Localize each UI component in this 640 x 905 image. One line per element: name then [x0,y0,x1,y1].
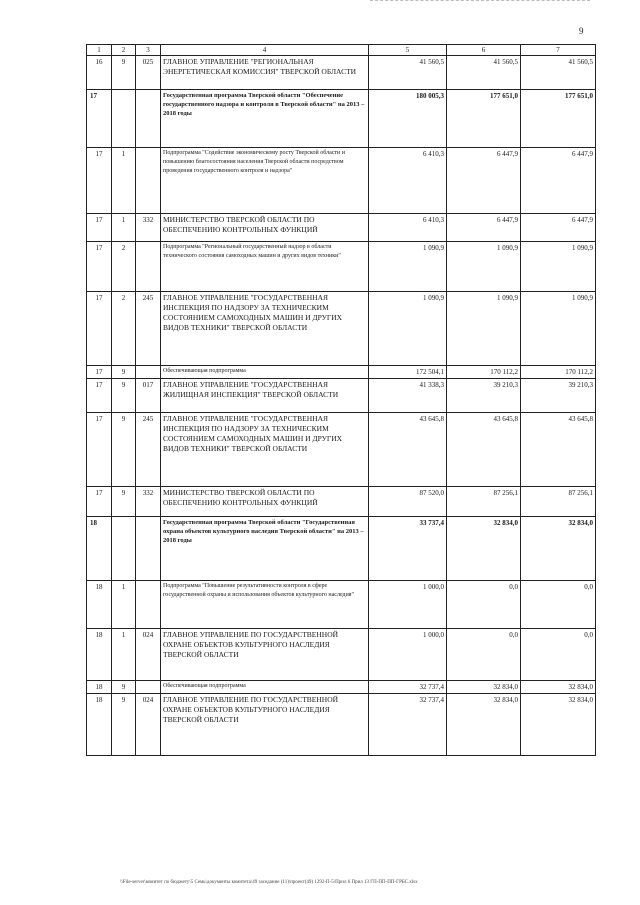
value-col-5-cell: 1 090,9 [369,292,447,366]
program-code-cell: 17 [87,292,112,366]
value-col-5-cell: 1 000,0 [369,629,447,681]
value-col-5-cell: 1 090,9 [369,242,447,292]
value-col-5-cell: 32 737,4 [369,694,447,756]
subprogram-row [87,242,596,292]
header-col-5: 5 [369,45,447,56]
value-col-7-cell: 0,0 [521,629,596,681]
value-col-7-cell: 32 834,0 [521,681,596,694]
subprogram-code-cell: 9 [112,379,136,413]
agency-code-cell [136,517,161,581]
subprogram-code-cell: 9 [112,681,136,694]
agency-code-cell: 025 [136,56,161,90]
agency-row [87,214,596,242]
header-col-2: 2 [112,45,136,56]
agency-code-cell: 245 [136,292,161,366]
value-col-6-cell: 32 834,0 [447,681,521,694]
value-col-7-cell: 1 090,9 [521,242,596,292]
program-row [87,517,596,581]
agency-code-cell: 024 [136,629,161,681]
value-col-6-cell: 1 090,9 [447,292,521,366]
file-path-footer: \\File-server\комитет по бюджету\5 Семь\документы комитета\49 заседание (11)\проект(49) 1292-П-5\Прил 6 Прил 13 ГП-ПП-ПП-ГРБС.xlsx [120,880,418,885]
description-cell: Подпрограмма "Повышение результативности контроля в сфере государственной охраны и использования объектов культурного наследия" [161,581,369,629]
program-code-cell: 17 [87,90,112,148]
agency-code-cell [136,681,161,694]
subprogram-code-cell: 9 [112,366,136,379]
subprogram-row [87,366,596,379]
agency-code-cell [136,581,161,629]
program-code-cell: 18 [87,517,112,581]
description-cell: ГЛАВНОЕ УПРАВЛЕНИЕ "ГОСУДАРСТВЕННАЯ ЖИЛИЩНАЯ ИНСПЕКЦИЯ" ТВЕРСКОЙ ОБЛАСТИ [161,379,369,413]
agency-code-cell [136,242,161,292]
subprogram-code-cell: 9 [112,694,136,756]
value-col-7-cell: 87 256,1 [521,487,596,517]
agency-code-cell: 245 [136,413,161,487]
value-col-6-cell: 0,0 [447,581,521,629]
program-code-cell: 18 [87,629,112,681]
subprogram-code-cell: 1 [112,148,136,214]
scan-artifact-lines [370,0,590,3]
subprogram-code-cell: 9 [112,56,136,90]
agency-row [87,629,596,681]
description-cell: Подпрограмма "Региональный государственный надзор в области технического состояния самоходных машин и других видов техники" [161,242,369,292]
value-col-6-cell: 41 560,5 [447,56,521,90]
description-cell: Государственная программа Тверской области "Обеспечение государственного надзора и контроля в Тверской области" на 2013 – 2018 годы [161,90,369,148]
value-col-6-cell: 6 447,9 [447,214,521,242]
value-col-7-cell: 32 834,0 [521,517,596,581]
program-code-cell: 17 [87,148,112,214]
description-cell: ГЛАВНОЕ УПРАВЛЕНИЕ "ГОСУДАРСТВЕННАЯ ИНСПЕКЦИЯ ПО НАДЗОРУ ЗА ТЕХНИЧЕСКИМ СОСТОЯНИЕМ САМОХОДНЫХ МАШИН И ДРУГИХ ВИДОВ ТЕХНИКИ" ТВЕРСКОЙ ОБЛАСТИ [161,413,369,487]
value-col-6-cell: 32 834,0 [447,694,521,756]
agency-code-cell [136,148,161,214]
subprogram-code-cell: 2 [112,242,136,292]
value-col-6-cell: 43 645,8 [447,413,521,487]
subprogram-row [87,581,596,629]
value-col-5-cell: 172 504,1 [369,366,447,379]
program-row [87,90,596,148]
header-col-6: 6 [447,45,521,56]
header-col-4: 4 [161,45,369,56]
program-code-cell: 17 [87,242,112,292]
value-col-6-cell: 32 834,0 [447,517,521,581]
value-col-7-cell: 32 834,0 [521,694,596,756]
program-code-cell: 17 [87,366,112,379]
description-cell: Подпрограмма "Содействие экономическому росту Тверской области и повышению благосостояния населения Тверской области посредством проведения государственного контроля и надзора" [161,148,369,214]
agency-code-cell [136,90,161,148]
value-col-7-cell: 39 210,3 [521,379,596,413]
value-col-5-cell: 180 005,3 [369,90,447,148]
subprogram-row [87,681,596,694]
budget-table [86,44,596,756]
value-col-5-cell: 41 560,5 [369,56,447,90]
description-cell: Обеспечивающая подпрограмма [161,681,369,694]
subprogram-code-cell: 2 [112,292,136,366]
value-col-5-cell: 1 000,0 [369,581,447,629]
agency-row [87,379,596,413]
value-col-6-cell: 87 256,1 [447,487,521,517]
value-col-6-cell: 170 112,2 [447,366,521,379]
value-col-7-cell: 1 090,9 [521,292,596,366]
value-col-5-cell: 33 737,4 [369,517,447,581]
subprogram-code-cell [112,517,136,581]
value-col-7-cell: 43 645,8 [521,413,596,487]
program-code-cell: 18 [87,694,112,756]
program-code-cell: 17 [87,413,112,487]
program-code-cell: 18 [87,681,112,694]
program-code-cell: 16 [87,56,112,90]
subprogram-row [87,148,596,214]
agency-row [87,413,596,487]
description-cell: ГЛАВНОЕ УПРАВЛЕНИЕ "РЕГИОНАЛЬНАЯ ЭНЕРГЕТИЧЕСКАЯ КОМИССИЯ" ТВЕРСКОЙ ОБЛАСТИ [161,56,369,90]
agency-row [87,292,596,366]
value-col-7-cell: 41 560,5 [521,56,596,90]
program-code-cell: 17 [87,214,112,242]
subprogram-code-cell [112,90,136,148]
agency-code-cell: 024 [136,694,161,756]
description-cell: Обеспечивающая подпрограмма [161,366,369,379]
subprogram-code-cell: 1 [112,629,136,681]
value-col-7-cell: 0,0 [521,581,596,629]
value-col-6-cell: 0,0 [447,629,521,681]
value-col-5-cell: 32 737,4 [369,681,447,694]
value-col-6-cell: 6 447,9 [447,148,521,214]
page-number: 9 [579,26,584,36]
value-col-7-cell: 177 651,0 [521,90,596,148]
value-col-6-cell: 1 090,9 [447,242,521,292]
description-cell: Государственная программа Тверской области "Государственная охрана объектов культурного наследия Тверской области" на 2013 – 2018 годы [161,517,369,581]
program-code-cell: 17 [87,379,112,413]
header-row [87,45,596,56]
value-col-5-cell: 6 410,3 [369,148,447,214]
header-col-1: 1 [87,45,112,56]
agency-code-cell: 332 [136,487,161,517]
value-col-7-cell: 6 447,9 [521,148,596,214]
agency-row [87,487,596,517]
description-cell: МИНИСТЕРСТВО ТВЕРСКОЙ ОБЛАСТИ ПО ОБЕСПЕЧЕНИЮ КОНТРОЛЬНЫХ ФУНКЦИЙ [161,214,369,242]
value-col-5-cell: 43 645,8 [369,413,447,487]
value-col-5-cell: 87 520,0 [369,487,447,517]
description-cell: МИНИСТЕРСТВО ТВЕРСКОЙ ОБЛАСТИ ПО ОБЕСПЕЧЕНИЮ КОНТРОЛЬНЫХ ФУНКЦИЙ [161,487,369,517]
agency-code-cell: 332 [136,214,161,242]
subprogram-code-cell: 9 [112,413,136,487]
subprogram-code-cell: 1 [112,581,136,629]
header-col-3: 3 [136,45,161,56]
value-col-5-cell: 6 410,3 [369,214,447,242]
value-col-7-cell: 170 112,2 [521,366,596,379]
description-cell: ГЛАВНОЕ УПРАВЛЕНИЕ ПО ГОСУДАРСТВЕННОЙ ОХРАНЕ ОБЪЕКТОВ КУЛЬТУРНОГО НАСЛЕДИЯ ТВЕРСКОЙ ОБЛАСТИ [161,694,369,756]
program-code-cell: 17 [87,487,112,517]
subprogram-code-cell: 9 [112,487,136,517]
agency-row [87,694,596,756]
value-col-6-cell: 39 210,3 [447,379,521,413]
agency-code-cell: 017 [136,379,161,413]
value-col-5-cell: 41 338,3 [369,379,447,413]
value-col-6-cell: 177 651,0 [447,90,521,148]
header-col-7: 7 [521,45,596,56]
program-code-cell: 18 [87,581,112,629]
agency-row [87,56,596,90]
description-cell: ГЛАВНОЕ УПРАВЛЕНИЕ ПО ГОСУДАРСТВЕННОЙ ОХРАНЕ ОБЪЕКТОВ КУЛЬТУРНОГО НАСЛЕДИЯ ТВЕРСКОЙ ОБЛАСТИ [161,629,369,681]
description-cell: ГЛАВНОЕ УПРАВЛЕНИЕ "ГОСУДАРСТВЕННАЯ ИНСПЕКЦИЯ ПО НАДЗОРУ ЗА ТЕХНИЧЕСКИМ СОСТОЯНИЕМ САМОХОДНЫХ МАШИН И ДРУГИХ ВИДОВ ТЕХНИКИ" ТВЕРСКОЙ ОБЛАСТИ [161,292,369,366]
value-col-7-cell: 6 447,9 [521,214,596,242]
subprogram-code-cell: 1 [112,214,136,242]
agency-code-cell [136,366,161,379]
